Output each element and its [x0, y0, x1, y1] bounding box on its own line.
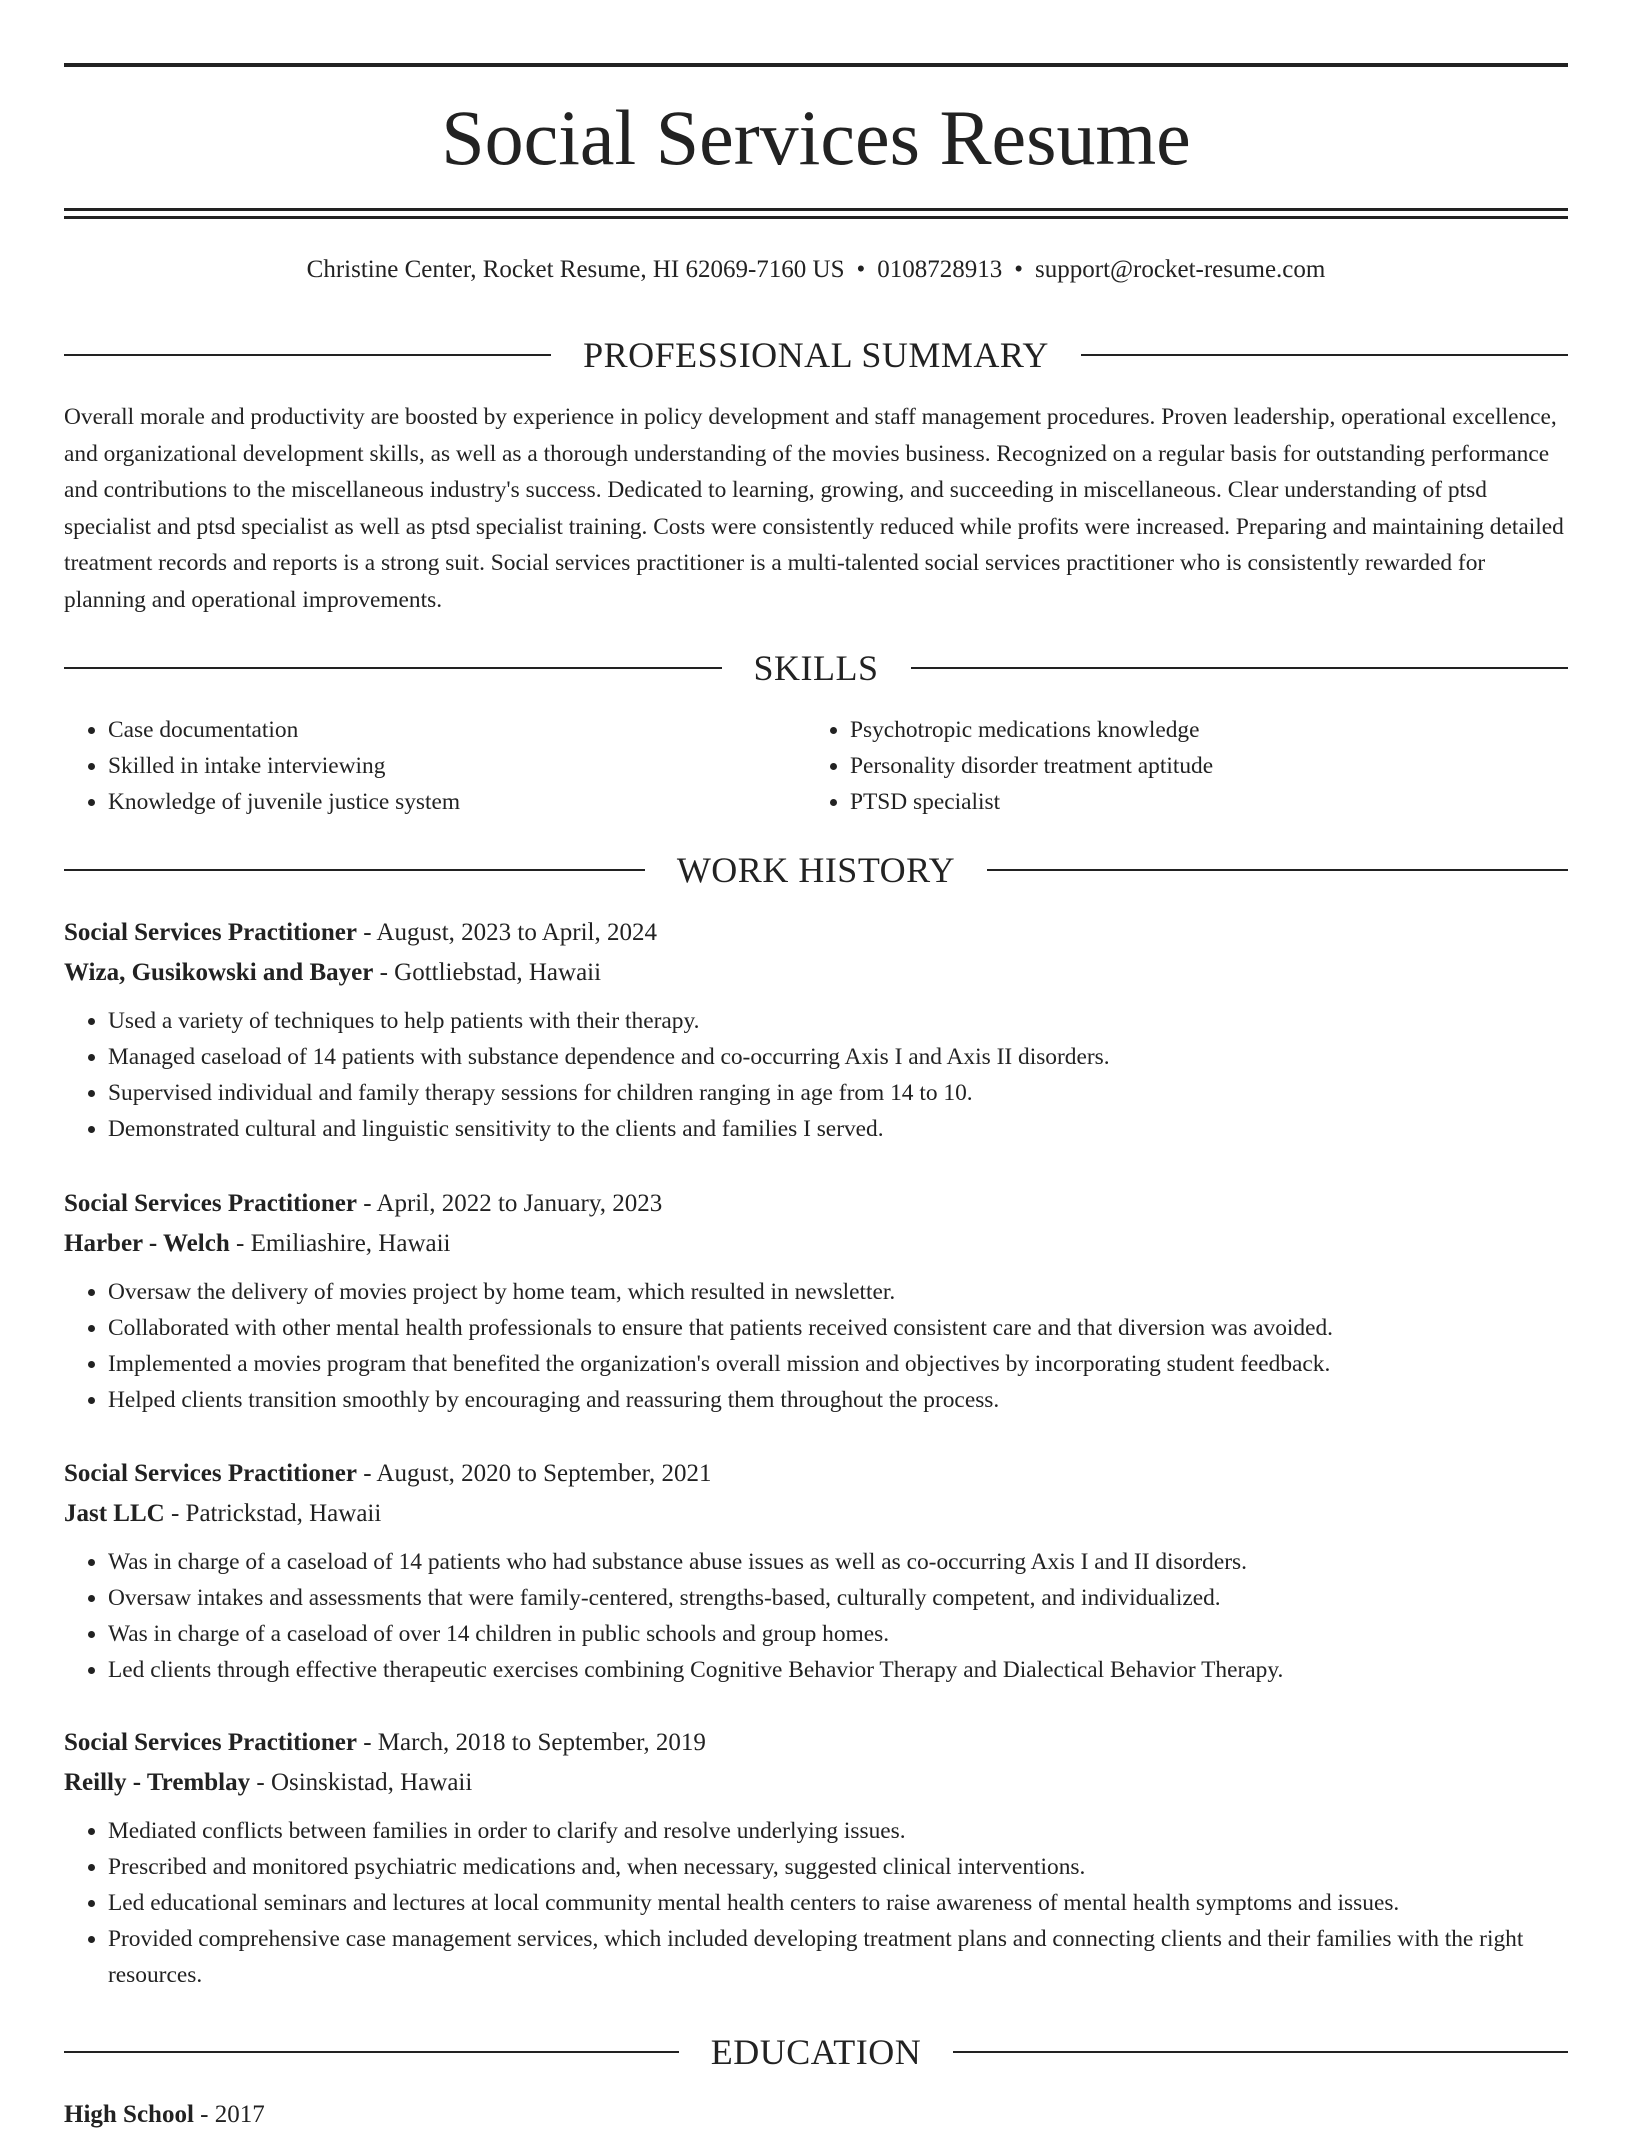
job-company-line: Harber - Welch - Emiliashire, Hawaii [64, 1230, 451, 1257]
job-bullet: • Prescribed and monitored psychiatric medications and, when necessary, suggested clinical interventions. [108, 1849, 1568, 1885]
skill-item: • PTSD specialist [850, 784, 1548, 820]
job-bullet: • Provided comprehensive case management services, which included developing treatment plans and connecting clients and their families with the right resources. [108, 1921, 1568, 1993]
job-bullet: • Led educational seminars and lectures at local community mental health centers to raise awareness of mental health symptoms and issues. [108, 1885, 1568, 1921]
skill-item: • Skilled in intake interviewing [108, 748, 806, 784]
title-rule-upper [64, 208, 1568, 211]
job-dates: March, 2018 to September, 2019 [377, 1729, 706, 1756]
job-bullet: • Demonstrated cultural and linguistic sensitivity to the clients and families I served. [108, 1111, 1568, 1147]
contact-address: Christine Center, Rocket Resume, HI 62069-7160 US [306, 256, 845, 283]
section-rule-left [64, 667, 722, 669]
job-title: Social Services Practitioner [64, 1460, 357, 1487]
contact-separator: • [856, 256, 866, 283]
skill-item: • Knowledge of juvenile justice system [108, 784, 806, 820]
job-bullet: • Was in charge of a caseload of 14 patients who had substance abuse issues as well as co-occurring Axis I and II disorders. [108, 1544, 1568, 1580]
job-location: Patrickstad, Hawaii [185, 1500, 382, 1527]
title-rule-lower [64, 216, 1568, 219]
job-dates: April, 2022 to January, 2023 [376, 1190, 663, 1217]
skills-column-right [806, 712, 1548, 820]
job-entry [64, 1184, 1568, 1418]
job-entry [64, 1723, 1568, 1993]
section-rule-right [987, 869, 1568, 871]
job-title: Social Services Practitioner [64, 919, 357, 946]
job-title-line: Social Services Practitioner - August, 2023 to April, 2024 [64, 919, 657, 946]
contact-separator: • [1014, 256, 1024, 283]
section-header-skills [64, 646, 1568, 690]
section-title: WORK HISTORY [676, 850, 956, 890]
summary-text: Overall morale and productivity are boosted by experience in policy development and staff management procedures. Proven leadership, operational excellence, and organizational development skills, as well as a thorough understanding of the movies business. Recognized on a regular basis for outstanding performance and contributions to the miscellaneous industry's success. Dedicated to learning, growing, and succeeding in miscellaneous. Clear understanding of ptsd specialist and ptsd specialist as well as ptsd specialist training. Costs were consistently reduced while profits were increased. Preparing and maintaining detailed treatment records and reports is a strong suit. Social services practitioner is a multi-talented social services practitioner who is consistently rewarded for planning and operational improvements. [64, 404, 1564, 613]
contact-email: support@rocket-resume.com [1035, 256, 1326, 283]
job-bullet: • Mediated conflicts between families in order to clarify and resolve underlying issues. [108, 1813, 1568, 1849]
section-rule-right [911, 667, 1569, 669]
job-bullet: • Helped clients transition smoothly by encouraging and reassuring them throughout the process. [108, 1382, 1568, 1418]
job-bullet: • Led clients through effective therapeutic exercises combining Cognitive Behavior Therapy and Dialectical Behavior Therapy. [108, 1652, 1568, 1688]
job-dates: August, 2020 to September, 2021 [376, 1460, 712, 1487]
skill-item: • Case documentation [108, 712, 806, 748]
section-header-education [64, 2030, 1568, 2074]
job-title: Social Services Practitioner [64, 1729, 357, 1756]
job-bullet: • Oversaw intakes and assessments that were family-centered, strengths-based, culturally competent, and individualized. [108, 1580, 1568, 1616]
section-title: PROFESSIONAL SUMMARY [583, 335, 1049, 375]
section-rule-right [1081, 354, 1568, 356]
education-entry: High School - 2017 [64, 2101, 265, 2128]
contact-line [64, 252, 1568, 288]
job-bullets [64, 1003, 1568, 1147]
job-bullet: • Used a variety of techniques to help patients with their therapy. [108, 1003, 1568, 1039]
job-entry [64, 913, 1568, 1147]
job-bullet: • Collaborated with other mental health professionals to ensure that patients received consistent care and that diversion was avoided. [108, 1310, 1568, 1346]
section-rule-left [64, 869, 645, 871]
job-dates: August, 2023 to April, 2024 [376, 919, 657, 946]
job-bullet: • Implemented a movies program that benefited the organization's overall mission and objectives by incorporating student feedback. [108, 1346, 1568, 1382]
job-bullets [64, 1813, 1568, 1993]
top-rule [64, 63, 1568, 67]
skills-list [64, 712, 1568, 820]
page-title: Social Services Resume [441, 94, 1191, 181]
job-company: Wiza, Gusikowski and Bayer [64, 959, 374, 986]
job-location: Emiliashire, Hawaii [250, 1230, 451, 1257]
job-company: Reilly - Tremblay [64, 1769, 251, 1796]
section-rule-right [953, 2051, 1568, 2053]
section-header-summary [64, 333, 1568, 377]
job-company: Harber - Welch [64, 1230, 230, 1257]
section-header-work [64, 848, 1568, 892]
education-school: High School [64, 2101, 194, 2128]
job-bullet: • Supervised individual and family therapy sessions for children ranging in age from 14 to 10. [108, 1075, 1568, 1111]
section-title: EDUCATION [710, 2032, 922, 2072]
section-title: SKILLS [753, 648, 879, 688]
skill-item: • Psychotropic medications knowledge [850, 712, 1548, 748]
job-title: Social Services Practitioner [64, 1190, 357, 1217]
job-bullet: • Managed caseload of 14 patients with substance dependence and co-occurring Axis I and Axis II disorders. [108, 1039, 1568, 1075]
section-rule-left [64, 354, 551, 356]
job-bullets [64, 1274, 1568, 1418]
job-company-line: Jast LLC - Patrickstad, Hawaii [64, 1500, 382, 1527]
job-bullets [64, 1544, 1568, 1688]
skills-column-left [64, 712, 806, 820]
job-title-line: Social Services Practitioner - August, 2020 to September, 2021 [64, 1460, 712, 1487]
job-location: Osinskistad, Hawaii [270, 1769, 473, 1796]
job-title-line: Social Services Practitioner - March, 2018 to September, 2019 [64, 1729, 706, 1756]
education-year: 2017 [214, 2101, 265, 2128]
job-company-line: Reilly - Tremblay - Osinskistad, Hawaii [64, 1769, 473, 1796]
skill-item: • Personality disorder treatment aptitude [850, 748, 1548, 784]
job-bullet: • Oversaw the delivery of movies project by home team, which resulted in newsletter. [108, 1274, 1568, 1310]
job-company: Jast LLC [64, 1500, 165, 1527]
contact-phone: 0108728913 [877, 256, 1003, 283]
job-location: Gottliebstad, Hawaii [394, 959, 602, 986]
job-company-line: Wiza, Gusikowski and Bayer - Gottliebstad, Hawaii [64, 959, 602, 986]
job-bullet: • Was in charge of a caseload of over 14 children in public schools and group homes. [108, 1616, 1568, 1652]
job-title-line: Social Services Practitioner - April, 2022 to January, 2023 [64, 1190, 663, 1217]
section-rule-left [64, 2051, 679, 2053]
job-entry [64, 1454, 1568, 1688]
